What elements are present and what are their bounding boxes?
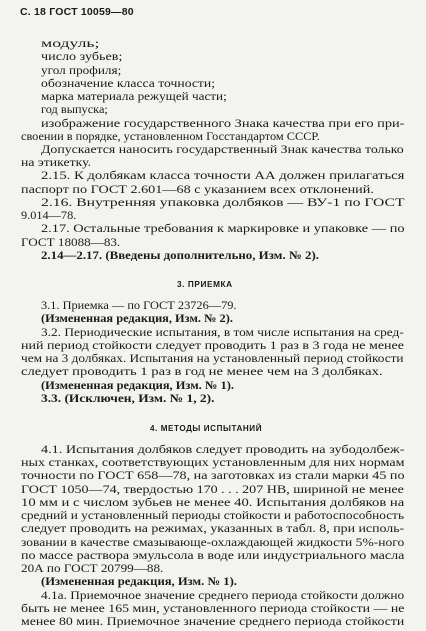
text-line: 2.16. Внутренняя упаковка долбяков — ВУ-1 по ГОСТ	[41, 196, 405, 209]
text-line: зовании в качестве смазывающе-охлаждающей жидкости 5%-ного	[21, 536, 405, 549]
section-heading: 4. МЕТОДЫ ИСПЫТАНИЙ	[150, 423, 263, 434]
text-line: чем на 3 долбяках. Испытания на установленный период стойкости	[21, 353, 404, 365]
text-line: Допускается наносить государственный Знак качества только	[41, 144, 404, 156]
text-line: (Измененная редакция, Изм. № 1).	[41, 379, 234, 392]
text-line: 4.1а. Приемочное значение среднего периода стойкости должно	[41, 589, 405, 602]
text-line: (Измененная редакция, Изм. № 2).	[41, 313, 233, 326]
text-line: 2.15. К долбякам класса точности АА должен прилагаться	[41, 170, 405, 183]
text-line: быть не менее 165 мин, установленного периода стойкости — не	[21, 602, 405, 615]
text-line: 20А по ГОСТ 20799—88.	[21, 563, 164, 575]
text-line: по массе раствора эмульсола в воде или индустриального масла	[21, 549, 405, 562]
text-line: средний и установленный периоды стойкости и работоспособность	[21, 510, 405, 522]
text-line: угол профиля;	[41, 64, 122, 77]
text-line: 9.014—78.	[21, 210, 77, 223]
page-header: С. 18 ГОСТ 10059—80	[20, 6, 134, 18]
text-line: менее 80 мин. Приемочное значение среднего периода стойкости	[21, 616, 405, 628]
text-line: следует проводить на режимах, указанных в табл. 8, при исполь-	[21, 523, 405, 536]
text-line: ГОСТ 18088—83.	[21, 236, 121, 249]
text-line: 3.2. Периодические испытания, в том числе испытания на сред-	[41, 326, 404, 339]
text-line: (Измененная редакция, Изм. № 1).	[41, 576, 237, 589]
text-line: 2.17. Остальные требования к маркировке и упаковке — по	[41, 223, 405, 236]
text-line: 2.14—2.17. (Введены дополнительно, Изм. № 2).	[41, 249, 319, 262]
text-line: на этикетку.	[21, 157, 92, 170]
text-line: следует проводить 1 раз в год не менее чем на 3 долбяках.	[21, 366, 383, 379]
text-line: 4.1. Испытания долбяков следует проводить на зубодолбеж-	[41, 443, 405, 456]
text-line: обозначение класса точности;	[41, 77, 216, 90]
text-line: марка материала режущей части;	[41, 91, 227, 103]
text-line: год выпуска;	[41, 104, 108, 117]
text-line: ний период стойкости следует проводить 1 раз в 3 года не менее	[21, 339, 404, 352]
text-line: изображение государственного Знака качества при его при-	[41, 117, 405, 130]
text-line: паспорт по ГОСТ 2.601—68 с указанием всех отклонений.	[21, 183, 374, 196]
text-line: 10 мм и с числом зубьев не менее 40. Испытания долбяков на	[21, 496, 405, 509]
text-line: ГОСТ 1050—74, твердостью 170 . . . 207 НВ, шириной не менее	[21, 483, 404, 496]
section-heading: 3. ПРИЕМКА	[177, 279, 233, 290]
text-line: точности по ГОСТ 658—78, на заготовках из стали марки 45 по	[21, 470, 405, 483]
text-line: ных станках, соответствующих установленным для них нормам	[21, 457, 405, 470]
text-line: своении в порядке, установленном Госстандартом СССР.	[21, 130, 320, 143]
text-line: 3.1. Приемка — по ГОСТ 23726—79.	[41, 300, 237, 312]
text-line: 3.3. (Исключен, Изм. № 1, 2).	[41, 392, 215, 405]
text-line: модуль;	[41, 38, 100, 50]
text-line: число зубьев;	[41, 51, 123, 64]
